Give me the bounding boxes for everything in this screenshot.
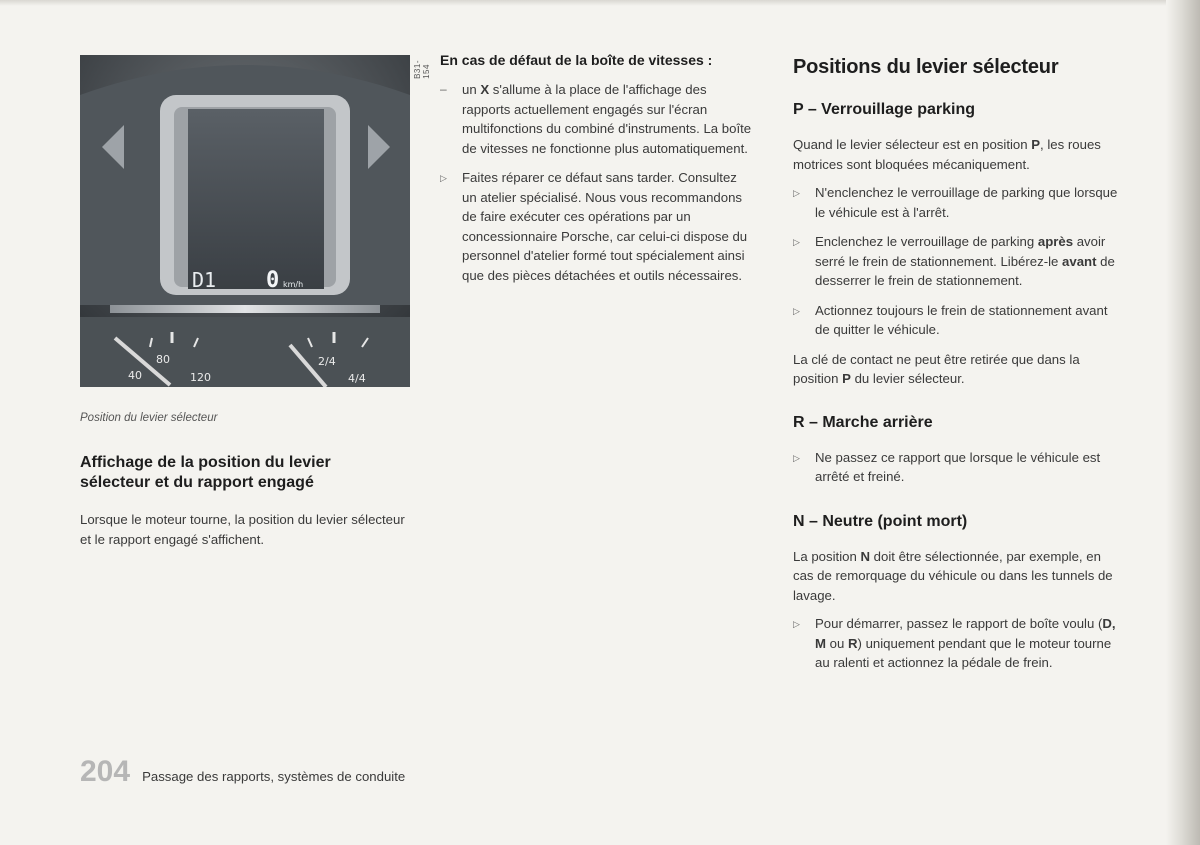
right-column (793, 52, 1125, 683)
instrument-cluster-photo (80, 55, 410, 387)
position-r-list (793, 448, 1125, 487)
figure-caption: Position du levier sélecteur (80, 412, 218, 424)
position-p-heading: P – Verrouillage parking (793, 101, 975, 118)
page-edge-shadow (1166, 0, 1200, 845)
list-item-text: Ne passez ce rapport que lorsque le véhicule est arrêté et freiné. (815, 449, 1101, 484)
list-item-text: N'enclenchez le verrouillage de parking que lorsque le véhicule est à l'arrêt. (815, 185, 1118, 220)
position-p-outro: La clé de contact ne peut être retirée que dans la position P du levier sélecteur. (793, 351, 1080, 386)
middle-column (440, 52, 755, 295)
list-item-text: Actionnez toujours le frein de stationnement avant de quitter le véhicule. (815, 302, 1108, 337)
list-item (793, 183, 1125, 222)
svg-text:4/4: 4/4 (348, 372, 366, 385)
list-item (440, 80, 755, 158)
gear-readout: D1 (192, 268, 217, 292)
fault-list (440, 80, 755, 285)
page-number: 204 (80, 755, 131, 788)
multifunction-display (188, 109, 324, 289)
svg-text:40: 40 (128, 369, 142, 382)
triangle-bullet-icon: ▷ (440, 173, 447, 183)
triangle-bullet-icon: ▷ (793, 237, 800, 247)
triangle-bullet-icon: ▷ (793, 305, 800, 316)
dash-bullet: – (440, 82, 447, 96)
fault-heading: En cas de défaut de la boîte de vitesses : (440, 52, 713, 68)
position-p-list (793, 183, 1125, 340)
position-n-heading: N – Neutre (point mort) (793, 512, 968, 530)
triangle-bullet-icon: ▷ (793, 452, 800, 463)
list-item (793, 448, 1125, 487)
position-n-list (793, 614, 1125, 673)
svg-text:2/4: 2/4 (318, 355, 336, 368)
list-item (793, 614, 1125, 673)
position-r-heading: R – Marche arrière (793, 413, 933, 431)
page-footer (80, 755, 405, 789)
list-item-text: un X s'allume à la place de l'affichage des rapports actuellement engagés sur l'écran multifonctions du combiné d'instruments. La boîte de vitesses ne fonctionne plus automatiquement. (462, 82, 752, 156)
figure-code: B31-154 (413, 60, 431, 79)
svg-text:80: 80 (156, 353, 170, 366)
positions-heading: Positions du levier sélecteur (793, 56, 1059, 78)
list-item-text: Pour démarrer, passez le rapport de boîte voulu (D, M ou R) uniquement pendant que le moteur tourne au ralenti et actionnez la pédale de frein. (815, 616, 1116, 670)
list-item (793, 232, 1125, 291)
list-item-text: Enclenchez le verrouillage de parking après avoir serré le frein de stationnement. Libérez-le avant de desserrer le frein de stationnement. (815, 234, 1115, 288)
list-item (793, 301, 1125, 340)
speed-unit: km/h (283, 280, 304, 289)
running-title: Passage des rapports, systèmes de conduite (142, 769, 406, 784)
triangle-bullet-icon: ▷ (793, 188, 800, 198)
list-item (440, 168, 755, 285)
page-top-shadow (0, 0, 1200, 6)
position-p-intro: Quand le levier sélecteur est en position P, les roues motrices sont bloquées mécaniquement. (793, 137, 1101, 172)
speed-readout: 0 (266, 268, 280, 293)
triangle-bullet-icon: ▷ (793, 619, 800, 629)
svg-text:120: 120 (190, 371, 211, 384)
list-item-text: Faites réparer ce défaut sans tarder. Consultez un atelier spécialisé. Nous vous recommandons de faire exécuter ces opérations par un concessionnaire Porsche, car celui-ci dispose du personnel d'atelier formé tout spécialement ainsi que des pièces détachées et outils nécessaires. (462, 170, 748, 283)
display-section-heading: Affichage de la position du levier sélecteur et du rapport engagé (80, 454, 331, 491)
position-n-intro: La position N doit être sélectionnée, par exemple, en cas de remorquage du véhicule ou dans les tunnels de lavage. (793, 548, 1113, 603)
display-section-paragraph: Lorsque le moteur tourne, la position du levier sélecteur et le rapport engagé s'affichent. (80, 512, 405, 547)
